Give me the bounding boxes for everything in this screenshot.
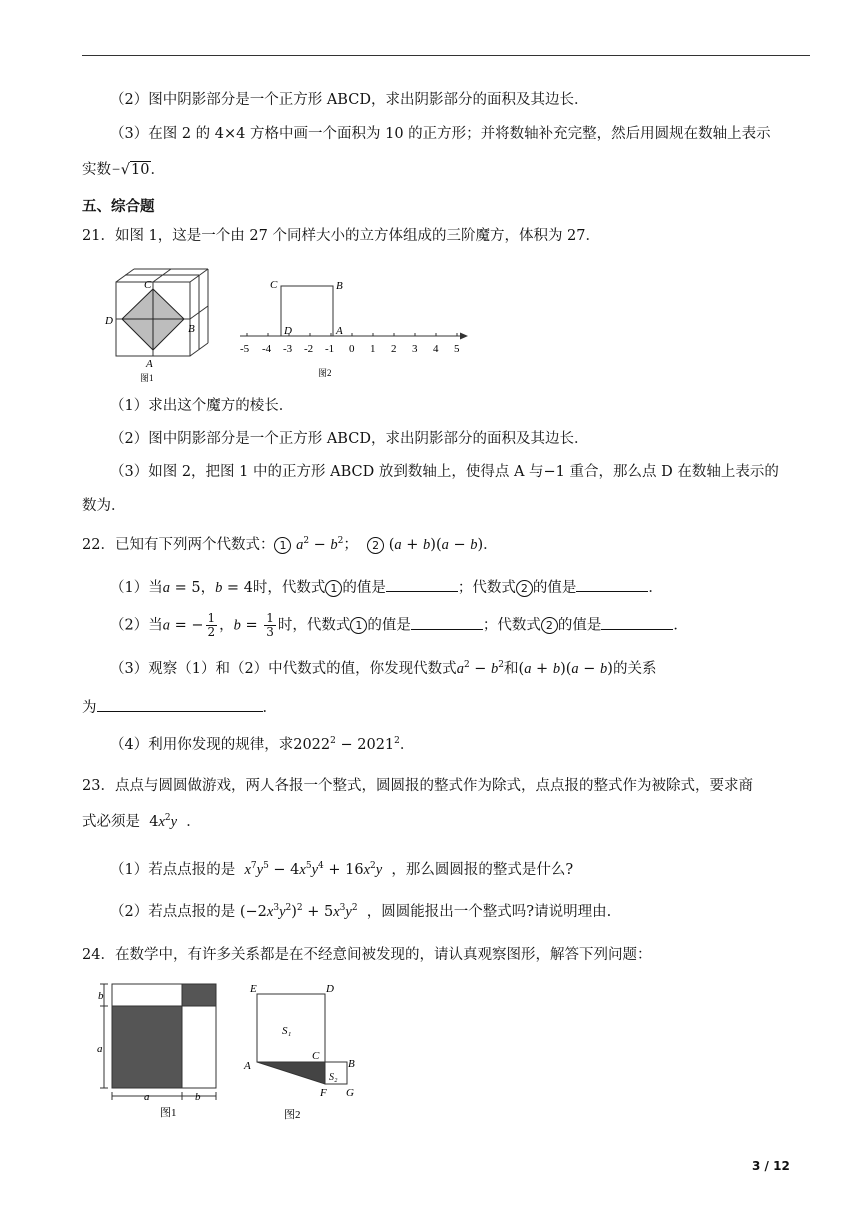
- q24-figure2: [242, 980, 372, 1125]
- q24-figure1: [94, 980, 224, 1120]
- tick-label: 2: [391, 343, 397, 355]
- circle-num: 1: [274, 537, 291, 554]
- tick-label: 5: [454, 343, 460, 355]
- q24-fig2-label-d: D: [326, 983, 334, 995]
- q20-part3-prefix: 实数: [82, 162, 111, 178]
- tick-label: -1: [325, 343, 335, 355]
- q24-fig1-label-a-left: a: [97, 1043, 103, 1055]
- tick-label: -5: [240, 343, 250, 355]
- q24-fig2-label-s2: S₂: [329, 1072, 338, 1083]
- tick-label: -2: [304, 343, 314, 355]
- fig2-label-a: A: [336, 325, 343, 337]
- q21-part2: （2）图中阴影部分是一个正方形 ABCD，求出阴影部分的面积及其边长．: [110, 431, 589, 447]
- answer-blank[interactable]: [601, 615, 673, 630]
- answer-blank[interactable]: [576, 577, 648, 592]
- q23-stem-line1: 23．点点与圆圆做游戏，两人各报一个整式，圆圆报的整式作为除式，点点报的整式作为被除式，要求商: [82, 778, 753, 794]
- q24-fig1-caption: 图1: [160, 1107, 177, 1119]
- q23-part1: （1）若点点报的是 $x^7y^5 - 4x^5y^4 + 16x^2y$ ，那么圆圆报的整式是什么?: [110, 861, 574, 878]
- answer-blank[interactable]: [386, 577, 458, 592]
- sqrt-radicand: 10: [131, 162, 150, 178]
- fig2-caption: 图2: [318, 368, 332, 378]
- answer-blank[interactable]: [411, 615, 483, 630]
- q24-fig2-label-g: G: [346, 1087, 354, 1099]
- section-heading: 五、综合题: [82, 199, 155, 215]
- tick-label: -4: [262, 343, 272, 355]
- q21-figure2-numberline: [236, 272, 476, 382]
- q24-fig2-label-s1: S₁: [282, 1025, 292, 1037]
- header-rule: [82, 55, 810, 56]
- tick-label: 1: [370, 343, 376, 355]
- q24-fig2-label-f: F: [320, 1087, 327, 1099]
- fig1-label-a: A: [146, 358, 153, 370]
- fig1-label-b: B: [188, 323, 195, 335]
- q23-stem-line2: 式必须是 $4x^2y$ ．: [82, 813, 201, 830]
- q22-part4: （4）利用你发现的规律，求$2022^2 - 2021^2$．: [110, 736, 415, 753]
- q20-part3-line2: 实数−√10．: [82, 162, 165, 178]
- q22-part3-line1: （3）观察（1）和（2）中代数式的值，你发现代数式$a^2 - b^2$和(a + b)(a − b)的关系: [110, 660, 657, 677]
- q24-fig2-label-a: A: [244, 1060, 251, 1072]
- q21-figure1-cube: [100, 262, 220, 384]
- q24-fig2-label-c: C: [312, 1050, 320, 1062]
- q21-part3-line2: 数为．: [82, 498, 126, 514]
- page-number: 3 / 12: [752, 1159, 790, 1173]
- q21-part3-line1: （3）如图 2，把图 1 中的正方形 ABCD 放到数轴上，使得点 A 与−1 重合，那么点 D 在数轴上表示的: [110, 464, 779, 480]
- circle-num: 2: [367, 537, 384, 554]
- q21-stem: 21．如图 1，这是一个由 27 个同样大小的立方体组成的三阶魔方，体积为 27．: [82, 228, 601, 244]
- q21-part1: （1）求出这个魔方的棱长．: [110, 398, 294, 414]
- tick-label: 4: [433, 343, 439, 355]
- q24-fig2-label-e: E: [250, 983, 257, 995]
- fig2-label-b: B: [336, 280, 343, 292]
- fig2-label-c: C: [270, 279, 278, 291]
- q20-part2: （2）图中阴影部分是一个正方形 ABCD，求出阴影部分的面积及其边长．: [110, 92, 589, 108]
- fig1-caption: 图1: [140, 373, 154, 383]
- tick-label: 3: [412, 343, 418, 355]
- tick-label: 0: [349, 343, 355, 355]
- answer-blank[interactable]: [97, 697, 263, 712]
- q22-part3-line2: 为 ．: [82, 697, 277, 718]
- q20-part3-line1: （3）在图 2 的 4×4 方格中画一个面积为 10 的正方形；并将数轴补充完整，然后用圆规在数轴上表示: [110, 126, 771, 142]
- q22-stem-text: 22．已知有下列两个代数式：: [82, 537, 275, 553]
- q24-fig1-label-b-left: b: [98, 990, 104, 1002]
- fig1-label-c: C: [144, 279, 152, 291]
- fig1-label-d: D: [105, 315, 113, 327]
- q24-fig1-label-b-bottom: b: [195, 1091, 201, 1103]
- fig2-label-d: D: [284, 325, 292, 337]
- q22-part2: （2）当a = − $\frac{1}{2}$ ，b = $\frac{1}{3}$ 时，代数式 1 的值是 ；代数式 2 的值是 ．: [110, 611, 688, 639]
- q24-fig2-label-b: B: [348, 1058, 355, 1070]
- q24-fig2-caption: 图2: [284, 1109, 301, 1121]
- q22-stem: 22．已知有下列两个代数式： 1 $a^2 - b^2$； 2 (a + b)(a − b)．: [82, 536, 498, 553]
- q23-part2: （2）若点点报的是 $(-2x^3y^2)^2 + 5x^3y^2$ ，圆圆能报出一个整式吗?请说明理由.: [110, 903, 612, 920]
- q22-part1: （1）当a = 5，b = 4时，代数式 1 的值是 ；代数式 2 的值是 ．: [110, 577, 663, 598]
- tick-label: -3: [283, 343, 293, 355]
- q24-stem: 24．在数学中，有许多关系都是在不经意间被发现的，请认真观察图形，解答下列问题：: [82, 947, 652, 963]
- q24-fig1-label-a-bottom: a: [144, 1091, 150, 1103]
